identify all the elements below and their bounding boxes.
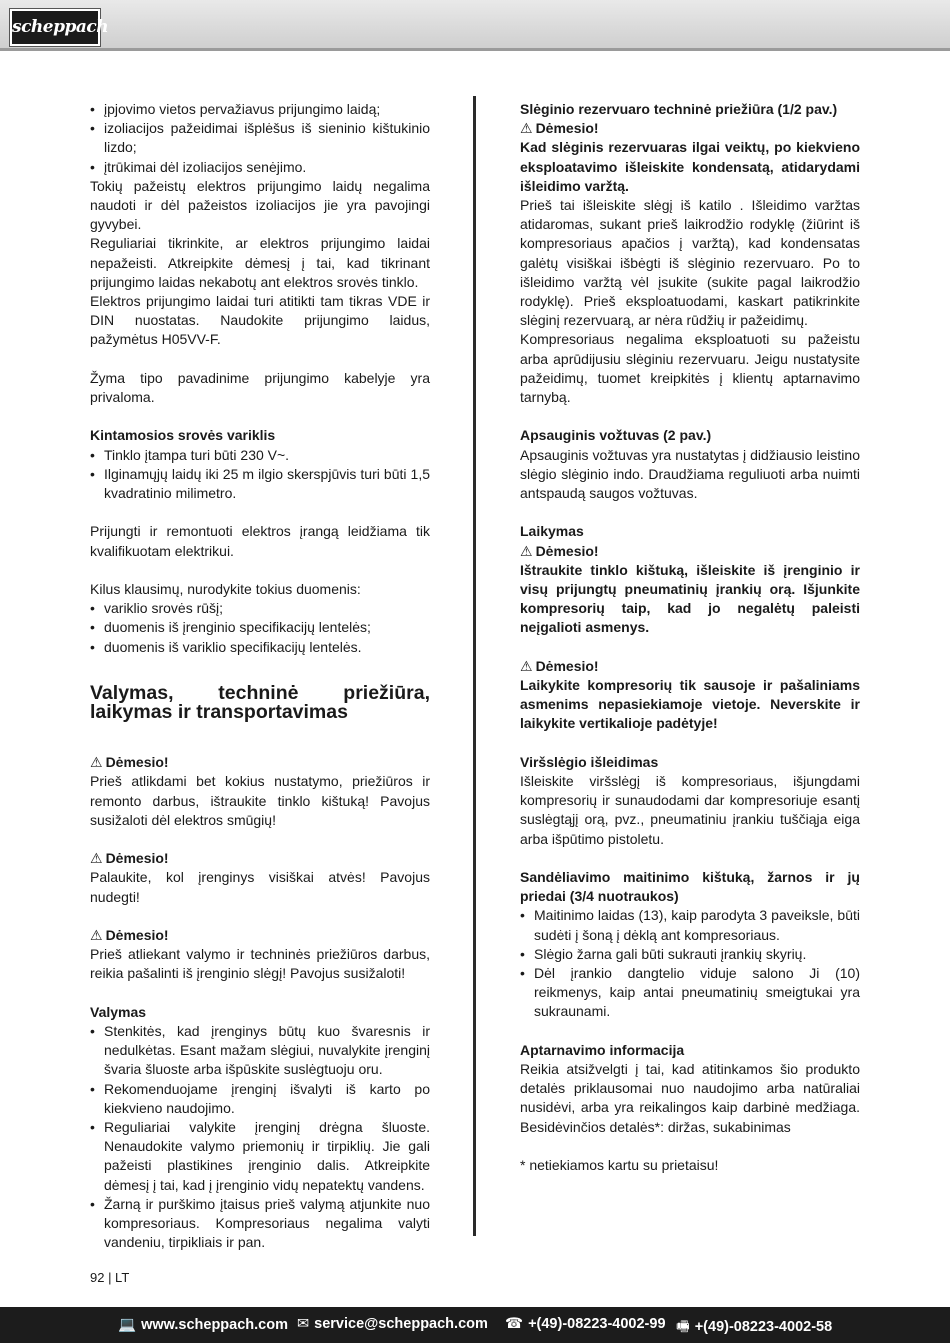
- list-item: • Stenkitės, kad įrenginys būtų kuo švaresnis ir nedulkėtas. Esant mažam slėgiui, nuvalykite įrenginį švaria šluoste arba išpūskite suslėgtuoju oru.: [90, 1022, 430, 1080]
- motor-list: [90, 446, 430, 504]
- paragraph: Kilus klausimų, nurodykite tokius duomenis:: [90, 581, 361, 598]
- section-title: Valymas, techninė priežiūra, laikymas ir transportavimas: [90, 682, 430, 724]
- list-item: • duomenis iš variklio specifikacijų lentelės.: [90, 638, 430, 657]
- footer-web[interactable]: 💻 www.scheppach.com: [118, 1317, 288, 1333]
- footer-email[interactable]: ✉ service@scheppach.com: [297, 1316, 488, 1332]
- service-heading: Aptarnavimo informacija: [520, 1041, 685, 1058]
- list-item: • Rekomenduojame įrenginį išvalyti iš karto po kiekvieno naudojimo.: [90, 1080, 430, 1118]
- page-header: [0, 0, 950, 51]
- valve-heading: Apsauginis vožtuvas (2 pav.): [520, 427, 712, 444]
- warning-icon: ⚠: [90, 850, 103, 867]
- column-divider: [473, 96, 476, 1236]
- paragraph: Kompresoriaus negalima eksploatuoti su pažeistu arba aprūdijusiu slėginiu rezervuaru. Jeigu nustatysite pažeidimų, tuomet kreipkitės į klientų aptarnavimo tarnybą.: [520, 331, 860, 406]
- mail-icon: ✉: [297, 1316, 310, 1332]
- storage2-list: [520, 906, 860, 1021]
- list-item: • Tinklo įtampa turi būti 230 V~.: [90, 446, 430, 465]
- footnote: * netiekiamos kartu su prietaisu!: [520, 1157, 719, 1174]
- warning-heading: ⚠ Dėmesio!: [90, 754, 169, 771]
- cleaning-heading: Valymas: [90, 1003, 147, 1020]
- paragraph: Reguliariai tikrinkite, ar elektros prijungimo laidai nepažeisti. Atkreipkite dėmesį į tai, kad tikrinant prijungimo laidas nekabotų ant elektros srovės tinklo.: [90, 235, 430, 290]
- paragraph: Apsauginis vožtuvas yra nustatytas į didžiausio leistino slėgio slėginio indo. Draudžiama reguliuoti arba nuimti antspaudą saugos vožtuvas.: [520, 446, 860, 502]
- list-item: • variklio srovės rūšį;: [90, 599, 430, 618]
- list-item: • Reguliariai valykite įrenginį drėgna šluoste. Nenaudokite valymo priemonių ir tirpiklių. Jie gali pažeisti plastikines įrenginio dalis. Atkreipkite dėmesį į tai, kad į įrenginio vidų nepatektų vandens.: [90, 1118, 430, 1195]
- motor-heading: Kintamosios srovės variklis: [90, 427, 276, 444]
- storage2-heading: Sandėliavimo maitinimo kištuką, žarnos ir jų priedai (3/4 nuotraukos): [520, 869, 860, 905]
- storage-heading: Laikymas: [520, 523, 584, 540]
- warning-icon: ⚠: [520, 542, 533, 559]
- paragraph: Išleiskite viršslėgį iš kompresoriaus, išjungdami kompresorių ir sunaudodami dar kompresoriuje esantį suslėgtąjį orą, pvz., pneumatiniu įrankiu tuščiąja eiga arba išpūtimo pistoletu.: [520, 773, 860, 847]
- computer-icon: 💻: [118, 1317, 137, 1333]
- list-item: • Žarną ir purškimo įtaisus prieš valymą atjunkite nuo kompresoriaus. Kompresoriaus negalima valyti vandeniu, tirpikliais ir pan.: [90, 1195, 430, 1253]
- warning-heading: ⚠ Dėmesio!: [90, 927, 169, 943]
- scheppach-logo: scheppach: [10, 9, 100, 46]
- paragraph: Žyma tipo pavadinime prijungimo kabelyje yra privaloma.: [90, 369, 430, 406]
- paragraph: Prieš tai išleiskite slėgį iš katilo . Išleidimo varžtas atidaromas, sukant prieš laikrodžio rodyklę (žiūrint iš kompresoriaus apačios į varžtą), kad kondensatas galėtų visiškai išbėgti iš slėginio rezervuaro. Po to išleidimo varžtą vėl įsukite (sukite pagal laikrodžio rodyklę). Prieš eksploatuodami, kaskart patikrinkite slėginį rezervuarą, ar nėra rūdžių ir pažeidimų.: [520, 197, 860, 329]
- warning-text: Kad slėginis rezervuaras ilgai veiktų, po kiekvieno eksploatavimo išleiskite kondensatą, atidarydami išleidimo varžtą.: [520, 139, 860, 194]
- page-footer: [0, 1307, 950, 1343]
- right-column: [520, 100, 860, 1175]
- list-item: • Slėgio žarna gali būti sukrauti įrankių skyrių.: [520, 945, 860, 964]
- left-column: [90, 100, 430, 1252]
- warning-icon: ⚠: [90, 927, 103, 943]
- warning-icon: ⚠: [520, 120, 533, 137]
- list-item: • Maitinimo laidas (13), kaip parodyta 3 paveiksle, būti sudėti į šoną į dėklą ant kompresoriaus.: [520, 906, 860, 944]
- footer-fax[interactable]: 🖷 +(49)-08223-4002-58: [676, 1319, 833, 1335]
- info-list: [90, 599, 430, 657]
- page-number: 92 | LT: [90, 1270, 130, 1285]
- paragraph: Prijungti ir remontuoti elektros įrangą leidžiama tik kvalifikuotam elektrikui.: [90, 523, 430, 559]
- paragraph: Reikia atsižvelgti į tai, kad atitinkamos šio produkto detalės priklausomai nuo naudojimo arba natūraliai nusidėvi, arba yra reikalingos kaip darbinė medžiaga. Besidėvinčios detalės*: diržas, sukabinimas: [520, 1061, 860, 1135]
- list-item: • įpjovimo vietos pervažiavus prijungimo laidą;: [90, 100, 430, 119]
- warning-text: Ištraukite tinklo kištuką, išleiskite iš įrenginio ir visų prijungtų pneumatinių įrankių orą. Išjunkite kompresorių taip, kad jo negalėtų paleisti neįgalioti asmenys.: [520, 561, 860, 636]
- tank-heading: Slėginio rezervuaro techninė priežiūra (1/2 pav.): [520, 101, 838, 117]
- paragraph: Prieš atliekant valymo ir techninės priežiūros darbus, reikia pašalinti iš įrenginio slėgį! Pavojus susižaloti!: [90, 946, 430, 982]
- paragraph: Prieš atlikdami bet kokius nustatymo, priežiūros ir remonto darbus, ištraukite tinklo kištuką! Pavojus susižaloti dėl elektros smūgių!: [90, 773, 430, 828]
- list-item: • Dėl įrankio dangtelio viduje salono Ji (10) reikmenys, kaip antai pneumatinių smeigtukai yra sukraunami.: [520, 964, 860, 1022]
- list-item: • įtrūkimai dėl izoliacijos senėjimo.: [90, 158, 430, 177]
- damage-list: [90, 100, 430, 177]
- warning-heading: ⚠ Dėmesio!: [520, 120, 599, 137]
- paragraph: Elektros prijungimo laidai turi atitikti tam tikras VDE ir DIN nuostatas. Naudokite prijungimo laidus, pažymėtus H05VV-F.: [90, 293, 430, 348]
- list-item: • duomenis iš įrenginio specifikacijų lentelės;: [90, 618, 430, 637]
- overpressure-heading: Viršslėgio išleidimas: [520, 753, 659, 770]
- paragraph: Tokių pažeistų elektros prijungimo laidų negalima naudoti ir dėl pažeistos izoliacijos jie yra pavojingi gyvybei.: [90, 177, 430, 233]
- list-item: • Ilginamųjų laidų iki 25 m ilgio skerspjūvis turi būti 1,5 kvadratinio milimetro.: [90, 465, 430, 503]
- warning-heading: ⚠ Dėmesio!: [90, 850, 169, 867]
- warning-heading: ⚠ Dėmesio!: [520, 542, 599, 559]
- fax-icon: 🖷: [676, 1319, 690, 1335]
- cleaning-list: [90, 1022, 430, 1252]
- warning-icon: ⚠: [90, 754, 103, 771]
- warning-heading: ⚠ Dėmesio!: [520, 657, 599, 674]
- phone-icon: ☎: [505, 1316, 524, 1332]
- warning-icon: ⚠: [520, 657, 533, 674]
- paragraph: Palaukite, kol įrenginys visiškai atvės! Pavojus nudegti!: [90, 869, 430, 905]
- footer-phone[interactable]: ☎ +(49)-08223-4002-99: [505, 1316, 666, 1332]
- list-item: • izoliacijos pažeidimai išplėšus iš sieninio kištukinio lizdo;: [90, 119, 430, 157]
- warning-text: Laikykite kompresorių tik sausoje ir pašaliniams asmenims nepasiekiamoje vietoje. Neverskite ir laikykite vertikalioje padėtyje!: [520, 677, 860, 732]
